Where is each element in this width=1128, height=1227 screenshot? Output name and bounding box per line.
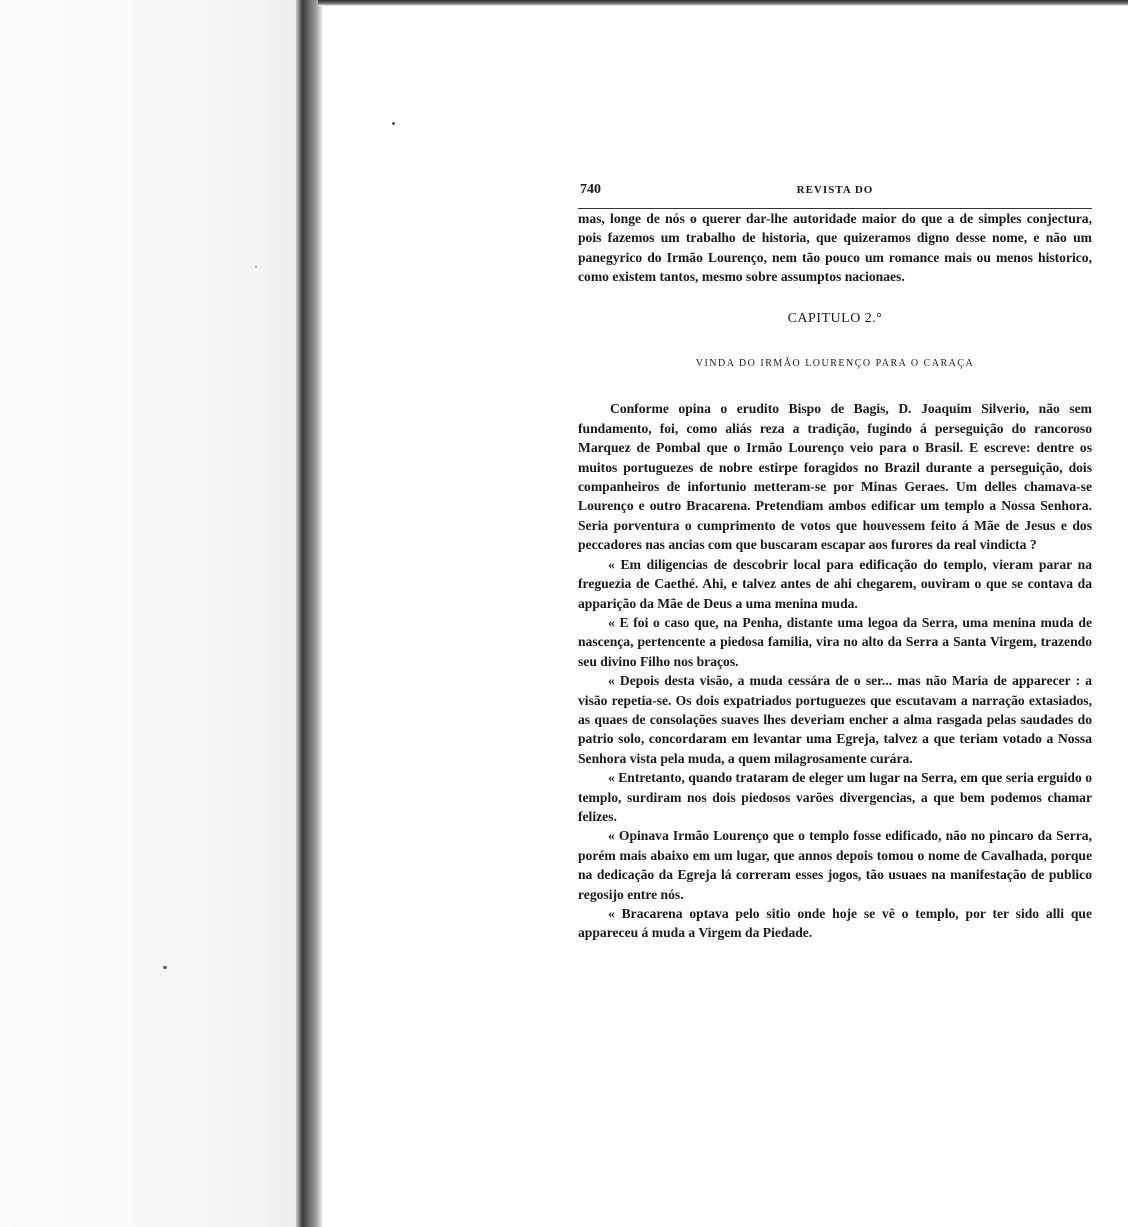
chapter-body (578, 399, 1092, 942)
paper-speck (392, 122, 395, 125)
paragraph: Conforme opina o erudito Bispo de Bagis, D. Joaquim Silverio, não sem fundamento, foi, como aliás reza a tradição, fugindo á perseguição do rancoroso Marquez de Pombal que o Irmão Lourenço veio para o Brasil. E escreve: dentre os muitos portuguezes de nobre estirpe foragidos no Brazil durante a perseguição, dois companheiros de infortunio metteram-se por Minas Geraes. Um delles chamava-se Lourenço e outro Bracarena. Pretendiam ambos edificar um templo a Nossa Senhora. Seria porventura o cumprimento de votos que houvessem feito á Mãe de Jesus e dos peccadores nas ancias com que buscaram escapar aos furores da real vindicta ? (578, 401, 1092, 553)
paragraph: « Opinava Irmão Lourenço que o templo fosse edificado, não no pincaro da Serra, porém mais abaixo em um lugar, que annos depois tomou o nome de Cavalhada, porque na dedicação da Egreja lá correram esses jogos, tão usuaes na manifestação de publico regosijo entre nós. (578, 828, 1092, 902)
left-facing-page (0, 0, 305, 1227)
paper-speck (255, 266, 257, 268)
paragraph: « Bracarena optava pelo sitio onde hoje se vê o templo, por ter sido alli que appareceu á muda a Virgem da Piedade. (578, 906, 1092, 941)
book-page (578, 180, 1092, 943)
chapter-title: CAPITULO 2.° (787, 310, 883, 326)
page-number: 740 (580, 182, 601, 197)
journal-title: REVISTA DO (796, 184, 874, 196)
paragraph: « Em diligencias de descobrir local para edificação do templo, vieram parar na freguezia de Caethé. Ahi, e talvez antes de ahi chegarem, ouviram o que se contava da apparição da Mãe de Deus a uma menina muda. (578, 556, 1092, 611)
paragraph: « Depois desta visão, a muda cessára de o ser... mas não Maria de apparecer : a visão repetia-se. Os dois expatriados portuguezes que escutavam a narração extasiados, as quaes de consolações suaves lhes deveriam encher a alma rasgada pelas saudades do patrio solo, concordaram em levantar uma Egreja, talvez a que teriam votado a Nossa Senhora vista pela muda, a quem milagrosamente curára. (578, 673, 1092, 766)
paragraph: « Entretanto, quando trataram de eleger um lugar na Serra, em que seria erguido o templo, surdiram nos dois piedosos varões divergencias, a que bem podemos chamar felizes. (578, 770, 1092, 824)
book-gutter (296, 0, 322, 1227)
paragraph: « E foi o caso que, na Penha, distante uma legoa da Serra, uma menina muda de nascença, pertencente a piedosa familia, vira no alto da Serra a Santa Virgem, trazendo seu divino Filho nos braços. (578, 614, 1092, 669)
page-top-edge (318, 0, 1128, 6)
paper-speck (163, 966, 167, 969)
running-head (578, 180, 1092, 204)
continued-paragraph: mas, longe de nós o querer dar-lhe autoridade maior do que a de simples conjectura, pois fazemos um trabalho de historia, que quizeramos digno desse nome, e não um panegyrico do Irmão Lourenço, nem tão pouco um romance mais ou menos historico, como existem tantos, mesmo sobre assumptos nacionaes. (578, 211, 1092, 285)
chapter-subtitle: VINDA DO IRMÃO LOURENÇO PARA O CARAÇA (695, 358, 975, 370)
